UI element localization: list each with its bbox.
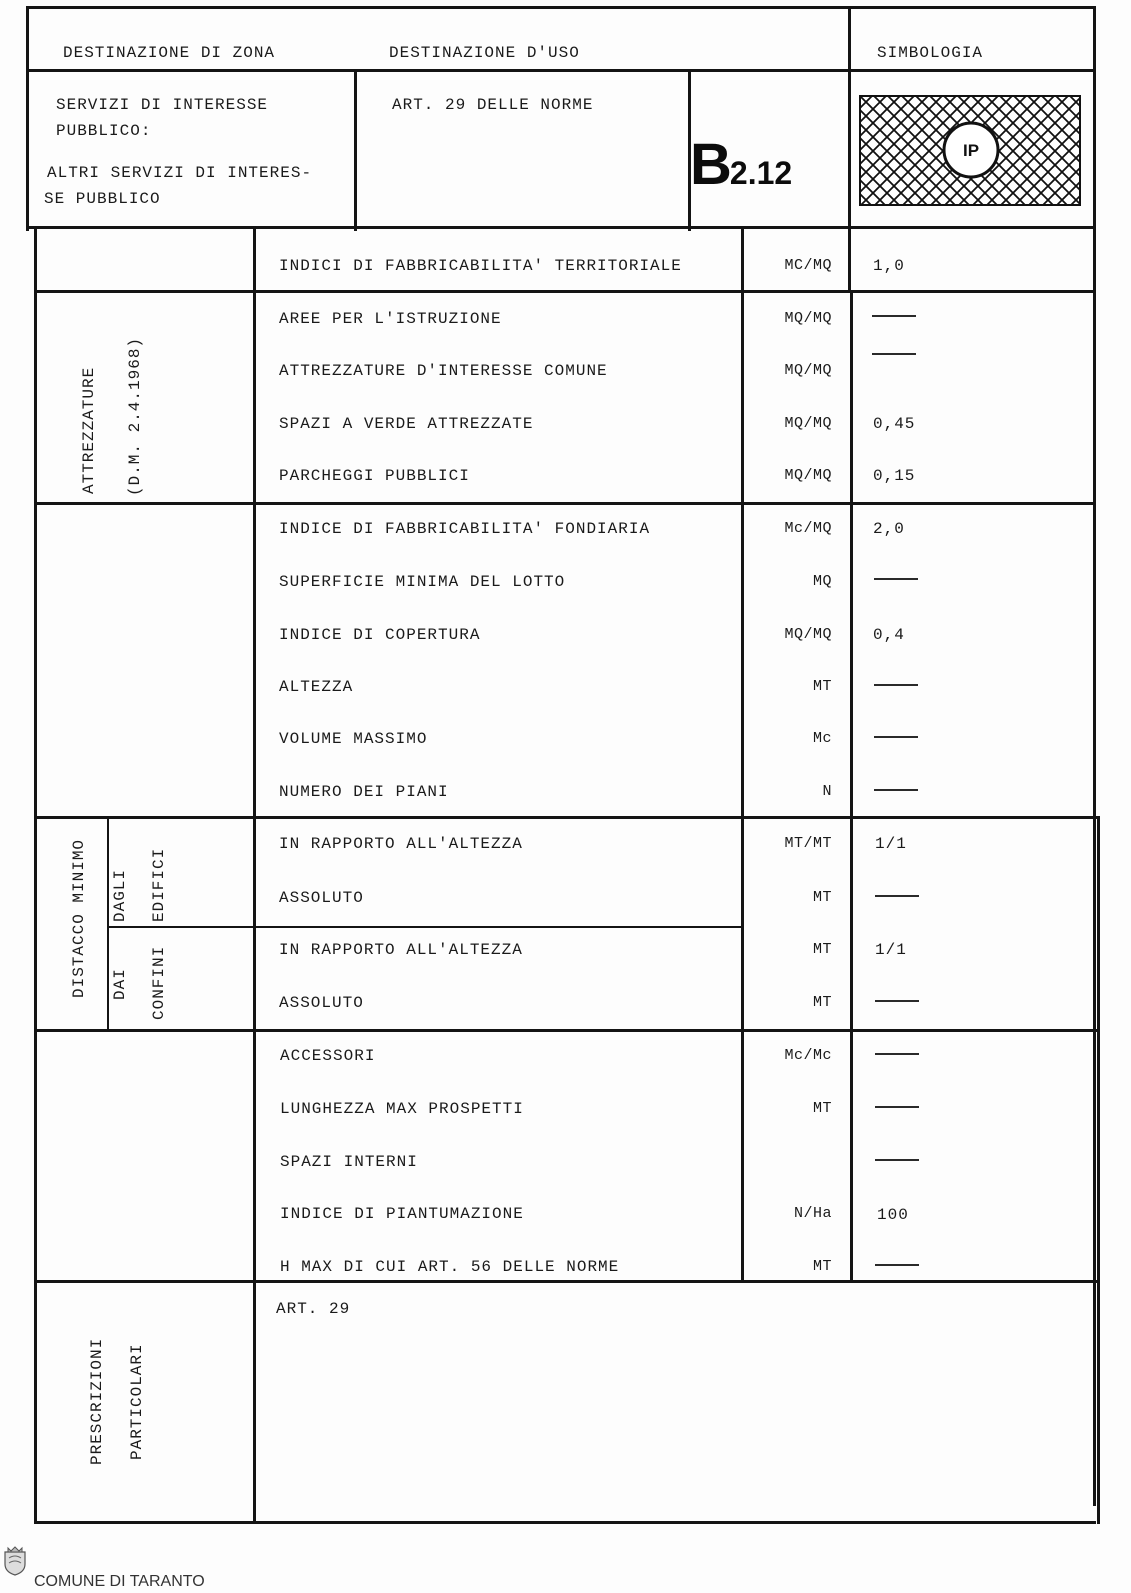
zone-code-letter: B: [690, 132, 730, 197]
row-unit: MQ/MQ: [784, 415, 832, 432]
row-unit: MQ/MQ: [784, 467, 832, 484]
row-value: 1/1: [875, 941, 907, 959]
zone-code: [690, 131, 792, 198]
distacco-confini-b: CONFINI: [150, 945, 168, 1020]
row-label: INDICE DI COPERTURA: [279, 626, 481, 644]
attrezzature-group-label: ATTREZZATURE: [80, 366, 98, 494]
empty-value-dash: [872, 353, 916, 355]
empty-value-dash: [875, 1000, 919, 1002]
row-unit: MT: [812, 1258, 832, 1275]
distacco-confini-a: DAI: [111, 968, 129, 1000]
attrezzature-group-sub: (D.M. 2.4.1968): [126, 336, 144, 496]
distacco-group-label: DISTACCO MINIMO: [70, 838, 88, 998]
row-unit: Mc: [812, 730, 832, 747]
row-label: ASSOLUTO: [279, 889, 364, 907]
row-label: LUNGHEZZA MAX PROSPETTI: [280, 1100, 524, 1118]
empty-value-dash: [874, 789, 918, 791]
row-label: IN RAPPORTO ALL'ALTEZZA: [279, 835, 523, 853]
row-label: INDICE DI FABBRICABILITA' FONDIARIA: [279, 520, 651, 538]
row-label: SUPERFICIE MINIMA DEL LOTTO: [279, 573, 566, 591]
row-label: NUMERO DEI PIANI: [279, 783, 449, 801]
prescrizioni-label-a: PRESCRIZIONI: [88, 1337, 106, 1465]
row-unit: Mc/MQ: [784, 520, 832, 537]
empty-value-dash: [875, 1106, 919, 1108]
row-unit: MT: [812, 1100, 832, 1117]
row-unit: MT: [812, 994, 832, 1011]
zone-uso-text: ART. 29 DELLE NORME: [392, 96, 594, 114]
header-uso-label: DESTINAZIONE D'USO: [389, 44, 580, 62]
empty-value-dash: [874, 684, 918, 686]
zone-line-2: PUBBLICO:: [56, 122, 152, 140]
row-label: PARCHEGGI PUBBLICI: [279, 467, 470, 485]
row-unit: MT/MT: [784, 835, 832, 852]
distacco-edifici-b: EDIFICI: [150, 847, 168, 922]
row-label: IN RAPPORTO ALL'ALTEZZA: [279, 941, 523, 959]
row-label: AREE PER L'ISTRUZIONE: [279, 310, 502, 328]
row-unit: Mc/Mc: [784, 1047, 832, 1064]
row-label: ALTEZZA: [279, 678, 354, 696]
row-unit: MQ/MQ: [784, 626, 832, 643]
distacco-edifici-a: DAGLI: [111, 868, 129, 922]
empty-value-dash: [875, 1159, 919, 1161]
zone-line-4: SE PUBBLICO: [44, 190, 161, 208]
zone-line-1: SERVIZI DI INTERESSE: [56, 96, 269, 114]
row-unit: N/Ha: [793, 1205, 832, 1222]
empty-value-dash: [874, 578, 918, 580]
row-value: 100: [877, 1206, 909, 1224]
row-value: 0,15: [873, 467, 916, 485]
zone-line-3: ALTRI SERVIZI DI INTERES-: [47, 164, 313, 182]
row-label: SPAZI INTERNI: [280, 1153, 418, 1171]
row-label: INDICE DI PIANTUMAZIONE: [280, 1205, 524, 1223]
prescrizioni-label-b: PARTICOLARI: [128, 1343, 146, 1460]
footer-text: COMUNE DI TARANTO: [34, 1573, 205, 1590]
coat-of-arms-icon: [2, 1546, 28, 1576]
header-simbologia-label: SIMBOLOGIA: [877, 44, 984, 62]
row-value: 2,0: [873, 520, 905, 538]
row-label: ACCESSORI: [280, 1047, 376, 1065]
row-unit: MT: [812, 889, 832, 906]
row-unit: MT: [812, 941, 832, 958]
empty-value-dash: [875, 1053, 919, 1055]
header-zona-label: DESTINAZIONE DI ZONA: [63, 44, 276, 62]
row-label: ASSOLUTO: [279, 994, 364, 1012]
row-value: 0,4: [873, 626, 905, 644]
row-value: 1/1: [875, 835, 907, 853]
row-unit: MQ: [812, 573, 832, 590]
row-label: ATTREZZATURE D'INTERESSE COMUNE: [279, 362, 608, 380]
row-label: SPAZI A VERDE ATTREZZATE: [279, 415, 534, 433]
empty-value-dash: [872, 315, 916, 317]
row-label: H MAX DI CUI ART. 56 DELLE NORME: [280, 1258, 620, 1276]
territorial-value: 1,0: [873, 257, 905, 275]
territorial-label: INDICI DI FABBRICABILITA' TERRITORIALE: [279, 257, 682, 275]
zone-symbol: [859, 95, 1081, 206]
zone-code-number: 2.12: [729, 155, 793, 191]
empty-value-dash: [874, 736, 918, 738]
row-label: VOLUME MASSIMO: [279, 730, 428, 748]
prescrizioni-text: ART. 29: [276, 1300, 351, 1318]
territorial-unit: MC/MQ: [784, 257, 832, 274]
row-value: 0,45: [873, 415, 916, 433]
empty-value-dash: [875, 1264, 919, 1266]
row-unit: MT: [812, 678, 832, 695]
empty-value-dash: [875, 895, 919, 897]
row-unit: MQ/MQ: [784, 310, 832, 327]
row-unit: MQ/MQ: [784, 362, 832, 379]
row-unit: N: [822, 783, 832, 800]
symbol-label: IP: [962, 141, 980, 160]
